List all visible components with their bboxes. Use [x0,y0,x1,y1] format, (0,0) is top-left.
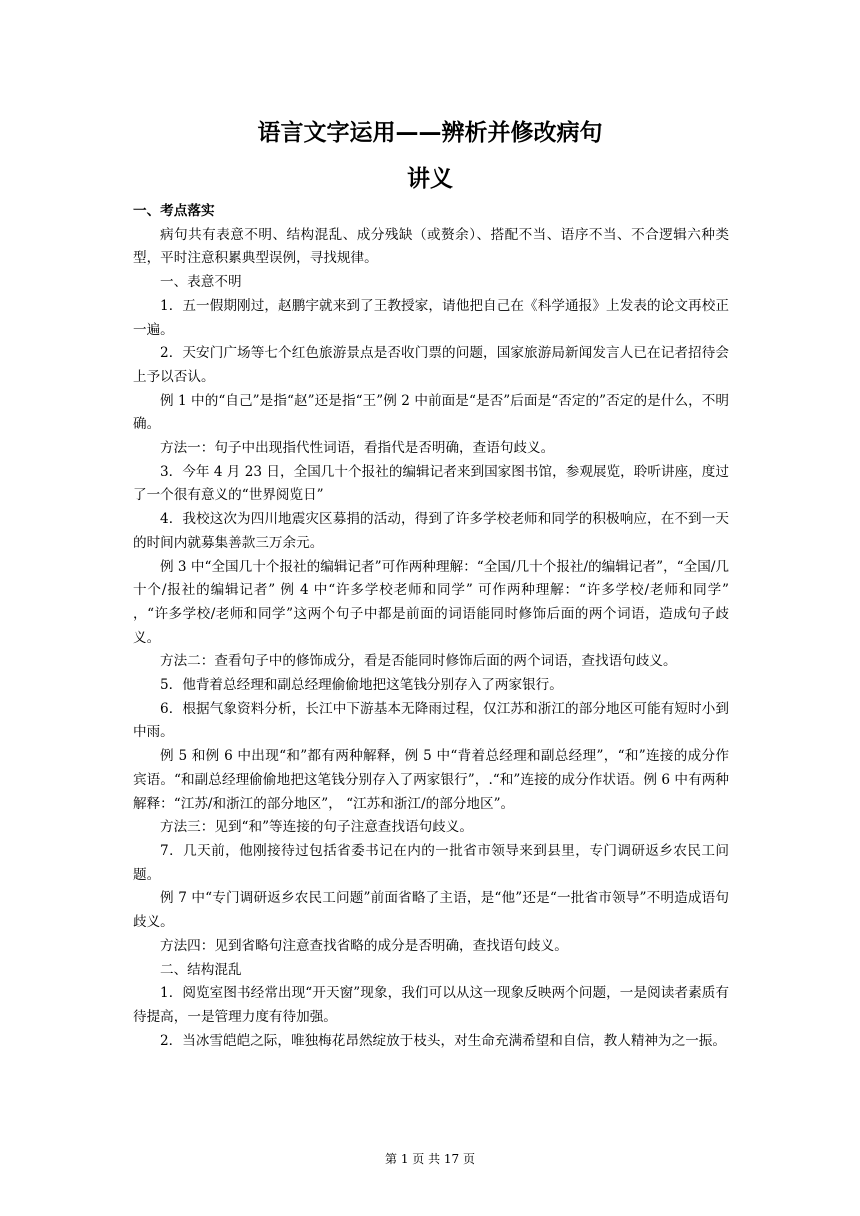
paragraph: 1．阅览室图书经常出现“开天窗”现象，我们可以从这一现象反映两个问题，一是阅读者素质有待提高，一是管理力度有待加强。 [133,985,729,1025]
subsection-heading: 二、结构混乱 [160,961,242,978]
paragraph: 例 7 中“专门调研返乡农民工问题”前面省略了主语，是“他”还是“一批省市领导”不明造成语句歧义。 [133,890,729,931]
subsection-heading: 一、表意不明 [160,274,242,291]
document-title: 语言文字运用——辨析并修改病句 [257,120,603,146]
paragraph: 2．当冰雪皑皑之际，唯独梅花昂然绽放于枝头，对生命充满希望和自信，教人精神为之一振。 [160,1032,726,1049]
method-paragraph: 方法三：见到“和”等连接的句子注意查找语句歧义。 [160,819,473,836]
paragraph: 4．我校这次为四川地震灾区募捐的活动，得到了许多学校老师和同学的积极响应，在不到一天的时间内就募集善款三万余元。 [133,511,729,551]
paragraph: 3．今年 4 月 23 日，全国几十个报社的编辑记者来到国家图书馆，参观展览，聆听讲座，度过了一个很有意义的“世界阅览日” [133,463,729,504]
method-paragraph: 方法一：句子中出现指代性词语，看指代是否明确，查语句歧义。 [160,440,555,457]
paragraph: 病句共有表意不明、结构混乱、成分残缺（或赘余）、搭配不当、语序不当、不合逻辑六种类型，平时注意积累典型误例，寻找规律。 [133,226,729,267]
paragraph: 例 5 和例 6 中出现“和”都有两种解释，例 5 中“背着总经理和副总经理”，“和”连接的成分作宾语。“和副总经理偷偷地把这笔钱分别存入了两家银行”，.“和”连接的成分作状语。例 6 中有两种解释：“江苏/和浙江的部分地区”， “江苏和浙江/的部分地区”。 [133,748,729,812]
paragraph: 6．根据气象资料分析，长江中下游基本无降雨过程，仅江苏和浙江的部分地区可能有短时小到中雨。 [133,700,729,741]
paragraph: 例 3 中“全国几十个报社的编辑记者”可作两种理解：“全国/几十个报社/的编辑记者”，“全国/几十个/报社的编辑记者” 例 4 中“许多学校老师和同学” 可作两种理解：“许多学校/老师和同学” ，“许多学校/老师和同学”这两个句子中都是前面的词语能同时修饰后面的两个词语，造成句子歧义。 [133,558,729,646]
paragraph: 5．他背着总经理和副总经理偷偷地把这笔钱分别存入了两家银行。 [160,677,563,694]
page-footer: 第 1 页 共 17 页 [385,1152,475,1166]
method-paragraph: 方法四：见到省略句注意查找省略的成分是否明确，查找语句歧义。 [160,937,568,954]
paragraph: 7．几天前，他刚接待过包括省委书记在内的一批省市领导来到县里，专门调研返乡农民工问题。 [133,842,729,883]
paragraph: 1．五一假期刚过，赵鹏宇就来到了王教授家，请他把自己在《科学通报》上发表的论文再校正一遍。 [133,297,729,338]
document-subtitle: 讲义 [407,166,453,192]
document-body [133,200,729,1053]
method-paragraph: 方法二：查看句子中的修饰成分，看是否能同时修饰后面的两个词语，查找语句歧义。 [160,653,677,670]
paragraph: 例 1 中的“自己”是指“赵”还是指“王”例 2 中前面是“是否”后面是“否定的”否定的是什么，不明确。 [133,392,729,433]
paragraph: 2．天安门广场等七个红色旅游景点是否收门票的问题，国家旅游局新闻发言人已在记者招待会上予以否认。 [133,345,729,385]
section-heading: 一、考点落实 [133,203,215,219]
